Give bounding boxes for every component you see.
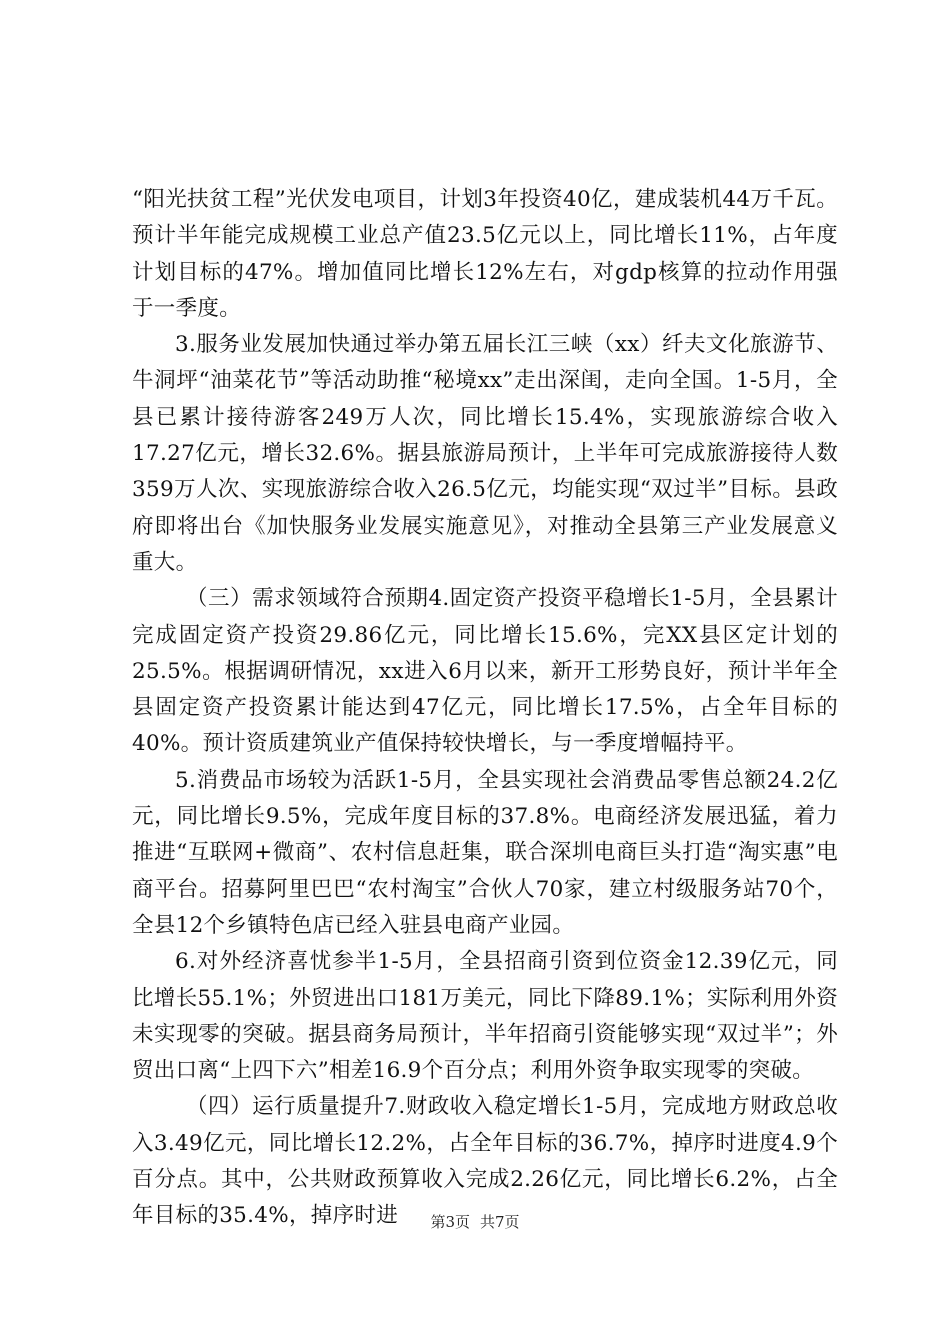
page-number-total: 共7页 bbox=[480, 1213, 520, 1231]
page-number-current: 第3页 bbox=[430, 1213, 470, 1231]
paragraph-external-economy: 6.对外经济喜忧参半1-5月，全县招商引资到位资金12.39亿元，同比增长55.1%；外贸进出口181万美元，同比下降89.1%；实际利用外资未实现零的突破。据县商务局预计，半年招商引资能够实现“双过半”；外贸出口离“上四下六”相差16.9个百分点；利用外资争取实现零的突破。 bbox=[132, 949, 838, 1084]
paragraph-fiscal-revenue: （四）运行质量提升7.财政收入稳定增长1-5月，完成地方财政总收入3.49亿元，同比增长12.2%，占全年目标的36.7%，掉序时进度4.9个百分点。其中，公共财政预算收入完成2.26亿元，同比增长6.2%，占全年目标的35.4%，掉序时进 bbox=[132, 1094, 838, 1229]
paragraph-consumer-market: 5.消费品市场较为活跃1-5月，全县实现社会消费品零售总额24.2亿元，同比增长9.5%，完成年度目标的37.8%。电商经济发展迅猛，着力推进“互联网+微商”、农村信息赶集，联合深圳电商巨头打造“淘实惠”电商平台。招募阿里巴巴“农村淘宝”合伙人70家，建立村级服务站70个，全县12个乡镇特色店已经入驻县电商产业园。 bbox=[132, 767, 838, 938]
paragraph-demand-investment: （三）需求领域符合预期4.固定资产投资平稳增长1-5月，全县累计完成固定资产投资29.86亿元，同比增长15.6%，完XX县区定计划的25.5%。根据调研情况，xx进入6月以来，新开工形势良好，预计半年全县固定资产投资累计能达到47亿元，同比增长17.5%，占全年目标的40%。预计资质建筑业产值保持较快增长，与一季度增幅持平。 bbox=[132, 586, 838, 757]
paragraph-solar-project: “阳光扶贫工程”光伏发电项目，计划3年投资40亿，建成装机44万千瓦。预计半年能完成规模工业总产值23.5亿元以上，同比增长11%，占年度计划目标的47%。增加值同比增长12%左右，对gdp核算的拉动作用强于一季度。 bbox=[132, 187, 838, 321]
page-footer bbox=[0, 1212, 950, 1232]
document-body bbox=[132, 182, 838, 1235]
paragraph-service-industry: 3.服务业发展加快通过举办第五届长江三峡（xx）纤夫文化旅游节、牛洞坪“油菜花节”等活动助推“秘境xx”走出深闺，走向全国。1-5月，全县已累计接待游客249万人次，同比增长15.4%，实现旅游综合收入17.27亿元，增长32.6%。据县旅游局预计，上半年可完成旅游接待人数359万人次、实现旅游综合收入26.5亿元，均能实现“双过半”目标。县政府即将出台《加快服务业发展实施意见》，对推动全县第三产业发展意义重大。 bbox=[132, 332, 838, 575]
